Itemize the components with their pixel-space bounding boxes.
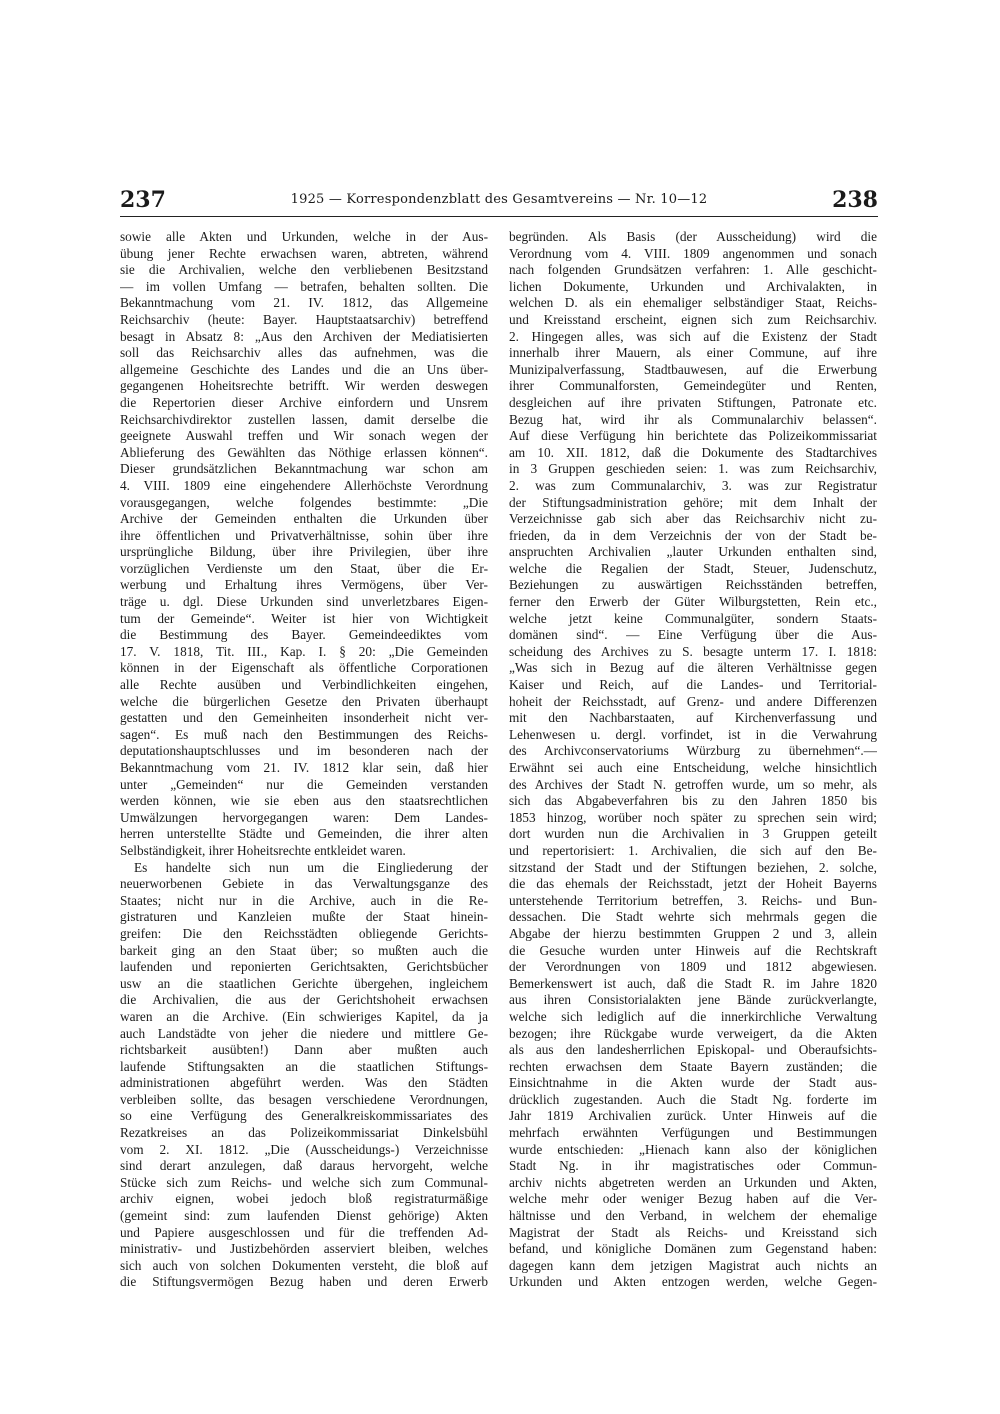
text-line: Reichsarchivdirektor zustellen lassen, damit derselbe die (120, 411, 488, 427)
text-line: der Verordnungen von 1809 und 1812 abgewiesen. (509, 959, 877, 975)
text-line: die Archivalien, die aus der Gerichtshoheit erwachsen (120, 992, 488, 1008)
text-line: auch Landstädte von jeher die niedere und mittlere Ge- (120, 1025, 488, 1041)
text-line: werden können, wie sie eben aus den staatsrechtlichen (120, 793, 488, 809)
text-line: Auf diese Verfügung hin berichtete das Polizeikommissariat (509, 428, 877, 444)
page-number-right: 238 (832, 187, 878, 213)
text-line: Jahr 1819 Archivalien zurück. Unter Hinweis auf die (509, 1108, 877, 1124)
text-line: welche mehr oder weniger Bezug haben auf die Ver- (509, 1191, 877, 1207)
text-line: innerhalb ihrer Mauern, als einer Commune, auf ihre (509, 345, 877, 361)
text-line: 2. was zum Communalarchiv, 3. was zur Registratur (509, 477, 877, 493)
text-line: neuerworbenen Gebiete in das Verwaltungsganze des (120, 876, 488, 892)
text-line: vorzüglichen Verdienste um den Staat, über die Er- (120, 560, 488, 576)
text-line: laufende Stiftungsakten an die staatlichen Stiftungs- (120, 1058, 488, 1074)
text-line: deputationshauptschlusses und im besonderen nach der (120, 743, 488, 759)
text-line: Bekanntmachung vom 21. IV. 1812, das Allgemeine (120, 295, 488, 311)
text-line: mit den Nachbarstaaten, auf Kirchenverfassung und (509, 710, 877, 726)
text-line: richtsbarkeit ausübten!) Dann aber mußten auch (120, 1042, 488, 1058)
text-line: geeignete Auswahl treffen und Wir sonach wegen der (120, 428, 488, 444)
text-line: rechten erwachsen dem Staate Bayern zuständen; die (509, 1058, 877, 1074)
text-line: „Was sich in Bezug auf die älteren Verhältnisse gegen (509, 660, 877, 676)
text-line: welchen D. als ein ehemaliger selbständiger Staat, Reichs- (509, 295, 877, 311)
text-line: und Kreisstand erscheint, eignen sich zum Reichsarchiv. (509, 311, 877, 327)
text-line: alle Rechte ausüben und Verbindlichkeiten eingehen, (120, 677, 488, 693)
text-line: nach folgenden Grundsätzen verfahren: 1. Alle geschicht- (509, 262, 877, 278)
text-line: sich das Abgabeverfahren bis zu den Jahren 1850 bis (509, 793, 877, 809)
text-line: Ablieferung des Gewählten das Nöthige erlassen können“. (120, 444, 488, 460)
text-line: Bezug hat, wird ihr als Communalarchiv belassen“. (509, 411, 877, 427)
text-line: domänen sind“. — Eine Verfügung über die Aus- (509, 627, 877, 643)
text-line: vorausgegangen, welche folgendes bestimmte: „Die (120, 494, 488, 510)
text-line: 2. Hingegen alles, was sich auf die Existenz der Stadt (509, 328, 877, 344)
text-line: lichen Dokumente, Urkunden und Archivalakten, in (509, 278, 877, 294)
text-line: hältnisse und den Verband, in welchem der ehemalige (509, 1208, 877, 1224)
text-line: werbung und Erhaltung ihres Vermögens, über Ver- (120, 577, 488, 593)
text-line: des Archives der Stadt N. getroffen wurde, um so mehr, als (509, 776, 877, 792)
text-line: 17. V. 1818, Tit. III., Kap. I. § 20: „Die Gemeinden (120, 643, 488, 659)
text-line: administrationen abgeführt werden. Was den Städten (120, 1075, 488, 1091)
text-line: Erwähnt sei auch eine Entscheidung, welche hinsichtlich (509, 760, 877, 775)
text-line: gistraturen und Kanzleien mußte der Staat hinein- (120, 909, 488, 925)
text-line: sich auch von solchen Dokumenten versteht, die bloß auf (120, 1257, 488, 1273)
text-line: Staates; nicht nur in die Archive, auch in die Re- (120, 892, 488, 908)
text-line: barkeit ging an den Staat über; so mußten auch die (120, 942, 488, 958)
text-line: (gemeint sind: zum laufenden Dienst gehörige) Akten (120, 1208, 488, 1224)
text-line: aus ihren Consistorialakten jene Bände zurückverlangte, (509, 992, 877, 1008)
text-line: — im vollen Umfang — betrafen, behalten sollten. Die (120, 278, 488, 294)
text-line: besagt in Absatz 8: „Aus den Archiven der Mediatisierten (120, 328, 488, 344)
text-line: Urkunden und Akten entzogen werden, welche Gegen- (509, 1274, 877, 1290)
text-line: Verzeichnisse gab sich aber das Reichsarchiv nicht zu- (509, 511, 877, 527)
text-line: anspruchten Archivalien „lauter Urkunden enthalten sind, (509, 544, 877, 560)
text-line: des Archivconservatoriums Würzburg zu übernehmen“.— (509, 743, 877, 759)
text-line: Lehenwesen u. dergl. vorfindet, ist in die Verwahrung (509, 726, 877, 742)
text-line: welche die Regalien der Stadt, Steuer, Judenschutz, (509, 560, 877, 576)
text-line: dagegen kann dem jetzigen Magistrat auch nichts an (509, 1257, 877, 1273)
text-line: ihrer Communalforsten, Gemeindegüter und Renten, (509, 378, 877, 394)
text-line: in 3 Gruppen geschieden seien: 1. was zum Reichsarchiv, (509, 461, 877, 477)
text-line: mehrfach erwähnten Verfügungen und Bestimmungen (509, 1125, 877, 1141)
text-line: ursprüngliche Bildung, über ihre Privilegien, über ihre (120, 544, 488, 560)
text-line: laufenden und reponierten Gerichtsakten, Gerichtsbücher (120, 959, 488, 975)
text-line: am 10. XII. 1812, daß die Dokumente des Stadtarchives (509, 444, 877, 460)
text-line: träge u. dgl. Diese Urkunden sind unverletzbares Eigen- (120, 594, 488, 610)
text-line: und Papiere ausgeschlossen und für die treffenden Ad- (120, 1224, 488, 1240)
text-line: sowie alle Akten und Urkunden, welche in der Aus- (120, 229, 488, 244)
text-line: Umwälzungen hervorgegangen waren: Dem Landes- (120, 809, 488, 825)
text-line: verbleiben sollte, das besagen verschiedene Verordnungen, (120, 1091, 488, 1107)
text-line: ministrativ- und Justizbehörden asserviert bleiben, welches (120, 1241, 488, 1257)
text-line: sitzstand der Stadt und der Stiftungen beziehen, 2. solche, (509, 859, 877, 875)
text-line: wurde entschieden: „Hienach kann also der königlichen (509, 1141, 877, 1157)
page-number-left: 237 (120, 187, 166, 213)
text-line: Beziehungen zu auswärtigen Reichsständen betreffen, (509, 577, 877, 593)
text-line: Dieser grundsätzlichen Bekanntmachung war schon am (120, 461, 488, 477)
text-line: Einsichtnahme in die Akten wurde der Stadt aus- (509, 1075, 877, 1091)
text-line: sagen“. Es muß nach den Bestimmungen des Reichs- (120, 726, 488, 742)
text-line: Magistrat der Stadt als Reichs- und Kreisstand sich (509, 1224, 877, 1240)
text-line: als aus den landesherrlichen Episkopal- und Oberaufsichts- (509, 1042, 877, 1058)
text-line: unter „Gemeinden“ nur die Gemeinden verstanden (120, 776, 488, 792)
text-line: Bemerkenswert ist auch, daß die Stadt R. im Jahre 1820 (509, 975, 877, 991)
text-line: Selbständigkeit, ihrer Hoheitsrechte entkleidet waren. (120, 842, 406, 858)
text-line: usw an die staatlichen Gerichte übergehen, ingleichem (120, 975, 488, 991)
text-line: 1853 hinzog, worüber noch später zu sprechen sein wird; (509, 809, 877, 825)
text-line: Rezatkreises an das Polizeikommissariat Dinkelsbühl (120, 1125, 488, 1141)
text-line: drücklich zugestanden. Auch die Stadt Ng. forderte im (509, 1091, 877, 1107)
text-line: allgemeine Geschichte des Landes und die an Uns über- (120, 361, 488, 377)
text-line: gestatten und den Gemeinheiten insonderheit nicht ver- (120, 710, 488, 726)
text-line: desgleichen auf ihre privaten Stiftungen, Patronate etc. (509, 394, 877, 410)
page-header (120, 186, 878, 217)
text-line: die Stiftungsvermögen Bezug haben und deren Erwerb (120, 1274, 488, 1290)
text-line: dessachen. Die Stadt wehrte sich mehrmals gegen die (509, 909, 877, 925)
text-line: die Gesuche wurden unter Hinweis auf die Rechtskraft (509, 942, 877, 958)
text-line: Abgabe der hierzu bestimmten Gruppen 2 und 3, allein (509, 925, 877, 941)
text-line: greifen: Die den Reichsstädten obliegende Gerichts- (120, 925, 488, 941)
text-line: übung jener Rechte erwachsen waren, abtreten, während (120, 245, 488, 261)
running-head: 1925 — Korrespondenzblatt des Gesamtvereins — Nr. 10—12 (290, 192, 708, 207)
text-line: befand, und königliche Domänen zum Gegenstand haben: (509, 1241, 877, 1257)
text-line: der Stiftungsadministration gehöre; mit dem Inhalt der (509, 494, 877, 510)
text-line: frieden, da in dem Verzeichnis der von der Stadt be- (509, 527, 877, 543)
text-line: ferner den Erwerb der Güter Wilburgstetten, Rein etc., (509, 594, 877, 610)
text-line: Verordnung vom 4. VIII. 1809 angenommen und sonach (509, 245, 877, 261)
text-line: Kaiser und Reich, auf die Landes- und Territorial- (509, 677, 877, 693)
text-line: soll das Reichsarchiv alles das aufnehmen, was die (120, 345, 488, 361)
text-line: waren an die Archive. (Ein schwieriges Kapitel, da ja (120, 1008, 488, 1024)
text-line: welche die bürgerlichen Gesetze den Privaten überhaupt (120, 693, 488, 709)
text-line: Reichsarchiv (heute: Bayer. Hauptstaatsarchiv) betreffend (120, 311, 488, 327)
text-line: archiv eignen, wobei jedoch bloß registraturmäßige (120, 1191, 488, 1207)
text-line: hoheit der Reichsstadt, auf Grenz- und andere Differenzen (509, 693, 877, 709)
text-line: sind derart anzulegen, daß daraus hervorgeht, welche (120, 1158, 488, 1174)
text-line: die Repertorien dieser Archive einfordern und Unsrem (120, 394, 488, 410)
text-line: welche jetzt keine Communalgüter, sondern Staats- (509, 610, 877, 626)
text-line: Es handelte sich nun um die Eingliederung der (134, 859, 488, 875)
text-line: können in der Eigenschaft als öffentliche Corporationen (120, 660, 488, 676)
text-line: Stücke sich zum Reichs- und welche sich zum Communal- (120, 1174, 488, 1190)
text-line: welche sich lediglich auf die innerkirchliche Verwaltung (509, 1008, 877, 1024)
text-line: so eine Verfügung des Generalkreiskommissariates des (120, 1108, 488, 1124)
text-line: tum der Gemeinde“. Weiter ist hier von Wichtigkeit (120, 610, 488, 626)
text-line: Munizipalverfassung, Stadtbauwesen, auf die Erwerbung (509, 361, 877, 377)
text-line: unterstehende Territorium betreffen, 3. Reichs- und Bun- (509, 892, 877, 908)
text-line: dort wurden nun die Archivalien in 3 Gruppen geteilt (509, 826, 877, 842)
text-line: sie die Archivalien, welche den verbliebenen Besitzstand (120, 262, 488, 278)
text-line: Archive der Gemeinden enthalten die Urkunden über (120, 511, 488, 527)
text-line: herren unterstellte Städte und Gemeinden, die ihrer alten (120, 826, 488, 842)
text-line: 4. VIII. 1809 eine eingehendere Allerhöchste Verordnung (120, 477, 488, 493)
text-line: archiv nichts abgetreten werden an Urkunden und Akten, (509, 1174, 877, 1190)
right-column (509, 229, 877, 1291)
text-line: begründen. Als Basis (der Ausscheidung) wird die (509, 229, 877, 244)
left-column (120, 229, 488, 1291)
text-line: vom 2. XI. 1812. „Die (Ausscheidungs-) Verzeichnisse (120, 1141, 488, 1157)
text-line: gegangenen Hoheitsrechte betrifft. Wir werden deswegen (120, 378, 488, 394)
text-line: die das ehemals der Reichsstadt, jetzt der Hoheit Bayerns (509, 876, 877, 892)
text-line: Stadt Ng. in ihr magistratisches oder Commun- (509, 1158, 877, 1174)
text-line: bezogen; ihre Rückgabe wurde verweigert, da die Akten (509, 1025, 877, 1041)
text-line: Bekanntmachung vom 21. IV. 1812 klar sein, daß hier (120, 760, 488, 775)
text-line: die Bestimmung des Bayer. Gemeindeediktes vom (120, 627, 488, 643)
text-line: und repertorisiert: 1. Archivalien, die sich auf den Be- (509, 842, 877, 858)
text-line: ihre öffentlichen und Privatverhältnisse, sohin über ihre (120, 527, 488, 543)
text-line: scheidung des Archives zu S. besagte unterm 17. I. 1818: (509, 643, 877, 659)
